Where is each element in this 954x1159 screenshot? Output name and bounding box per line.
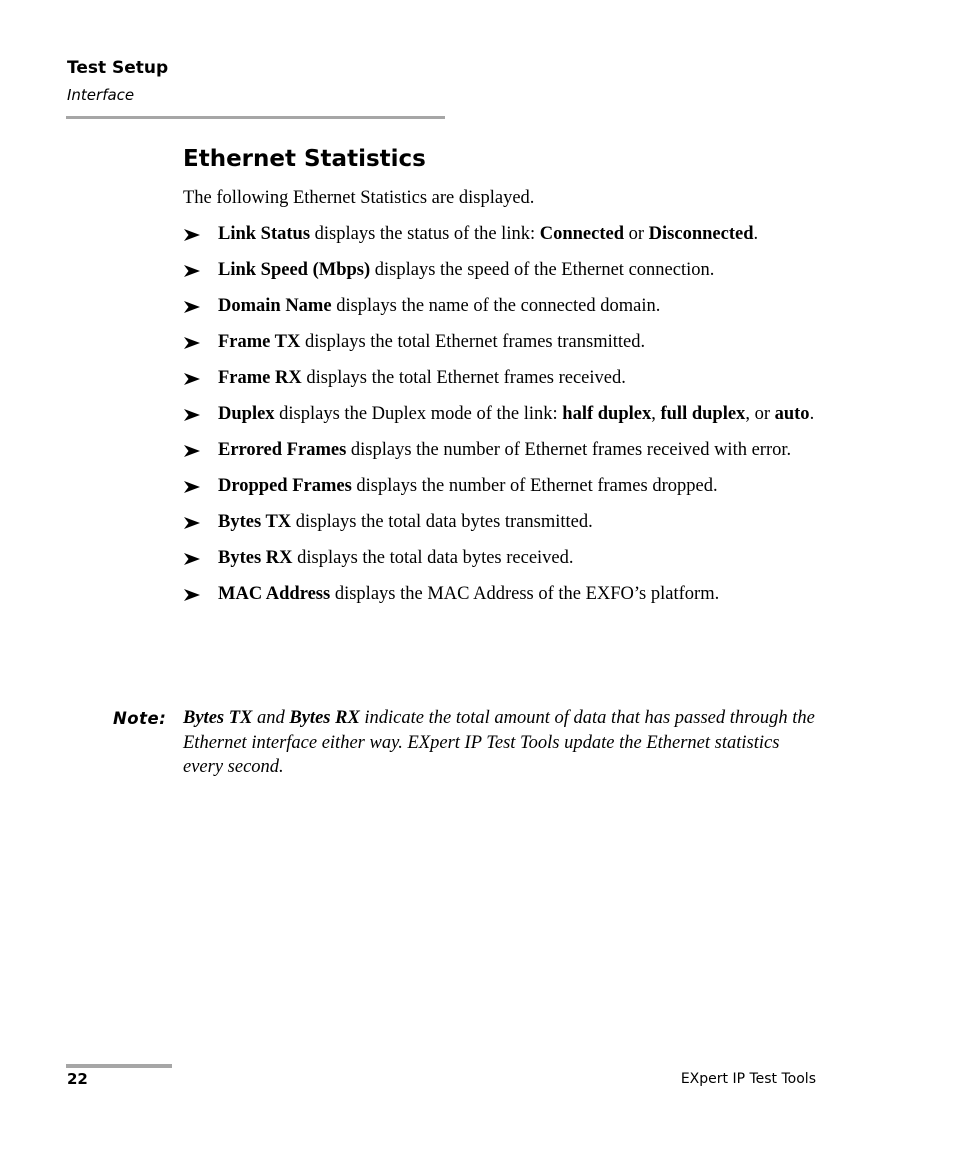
text-run: displays the Duplex mode of the link: — [274, 404, 563, 424]
text-run: and — [252, 708, 290, 728]
bold-term: Domain Name — [218, 296, 332, 316]
arrowhead-right-icon — [183, 298, 201, 316]
bold-term: Dropped Frames — [218, 476, 352, 496]
note-label: Note: — [113, 709, 167, 728]
text-run: displays the status of the link: — [310, 224, 540, 244]
bold-term: Connected — [539, 224, 624, 244]
header-rule — [66, 116, 445, 119]
text-run: displays the total data bytes received. — [292, 548, 574, 568]
list-item — [183, 474, 823, 499]
list-item — [183, 258, 823, 283]
statistics-list — [183, 222, 823, 607]
bold-term: Errored Frames — [218, 440, 347, 460]
text-run: , — [651, 404, 661, 424]
text-run: . — [753, 224, 759, 244]
arrowhead-right-icon — [183, 406, 201, 424]
intro-paragraph: The following Ethernet Statistics are displayed. — [183, 188, 535, 208]
text-run: displays the name of the connected domain. — [331, 296, 661, 316]
arrowhead-right-icon — [183, 334, 201, 352]
bold-term: MAC Address — [218, 584, 331, 604]
list-item — [183, 366, 823, 391]
arrowhead-right-icon — [183, 370, 201, 388]
bold-term: Disconnected — [648, 224, 754, 244]
text-run: displays the MAC Address of the EXFO’s platform. — [330, 584, 720, 604]
text-run: indicate the total amount of data that has passed through the Ethernet interface either way. EXpert IP Test Tools update the Ethernet statistics every second. — [183, 708, 815, 777]
text-run: displays the number of Ethernet frames dropped. — [351, 476, 718, 496]
bold-term: Link Status — [218, 224, 311, 244]
list-item — [183, 546, 823, 571]
page-number: 22 — [67, 1070, 88, 1088]
text-run: displays the total Ethernet frames transmitted. — [300, 332, 646, 352]
list-item — [183, 510, 823, 535]
text-run: displays the total Ethernet frames received. — [301, 368, 626, 388]
text-run: . — [809, 404, 815, 424]
bold-term: Bytes RX — [289, 708, 360, 728]
bold-term: Link Speed (Mbps) — [218, 260, 371, 280]
arrowhead-right-icon — [183, 442, 201, 460]
bold-term: auto — [774, 404, 810, 424]
note-text — [183, 706, 823, 780]
list-item — [183, 402, 823, 427]
arrowhead-right-icon — [183, 550, 201, 568]
list-item — [183, 438, 823, 463]
footer-rule — [66, 1064, 172, 1068]
list-item — [183, 330, 823, 355]
list-item — [183, 222, 823, 247]
text-run: , or — [745, 404, 775, 424]
bold-term: half duplex — [562, 404, 652, 424]
arrowhead-right-icon — [183, 478, 201, 496]
bold-term: Duplex — [218, 404, 275, 424]
list-item — [183, 294, 823, 319]
text-run: displays the speed of the Ethernet connection. — [370, 260, 715, 280]
bold-term: full duplex — [660, 404, 746, 424]
bold-term: Frame RX — [218, 368, 302, 388]
main-content — [183, 144, 823, 618]
arrowhead-right-icon — [183, 514, 201, 532]
bold-term: Bytes TX — [183, 708, 253, 728]
subsection-title: Interface — [67, 86, 135, 104]
product-name: EXpert IP Test Tools — [680, 1071, 816, 1087]
bold-term: Bytes RX — [218, 548, 293, 568]
arrowhead-right-icon — [183, 262, 201, 280]
text-run: displays the total data bytes transmitted. — [291, 512, 593, 532]
list-item — [183, 582, 823, 607]
bold-term: Frame TX — [218, 332, 301, 352]
page-heading: Ethernet Statistics — [183, 146, 426, 172]
arrowhead-right-icon — [183, 226, 201, 244]
section-title: Test Setup — [67, 58, 169, 78]
bold-term: Bytes TX — [218, 512, 292, 532]
arrowhead-right-icon — [183, 586, 201, 604]
running-head — [67, 57, 445, 105]
text-run: or — [624, 224, 649, 244]
text-run: displays the number of Ethernet frames received with error. — [346, 440, 792, 460]
note-block — [113, 706, 823, 780]
